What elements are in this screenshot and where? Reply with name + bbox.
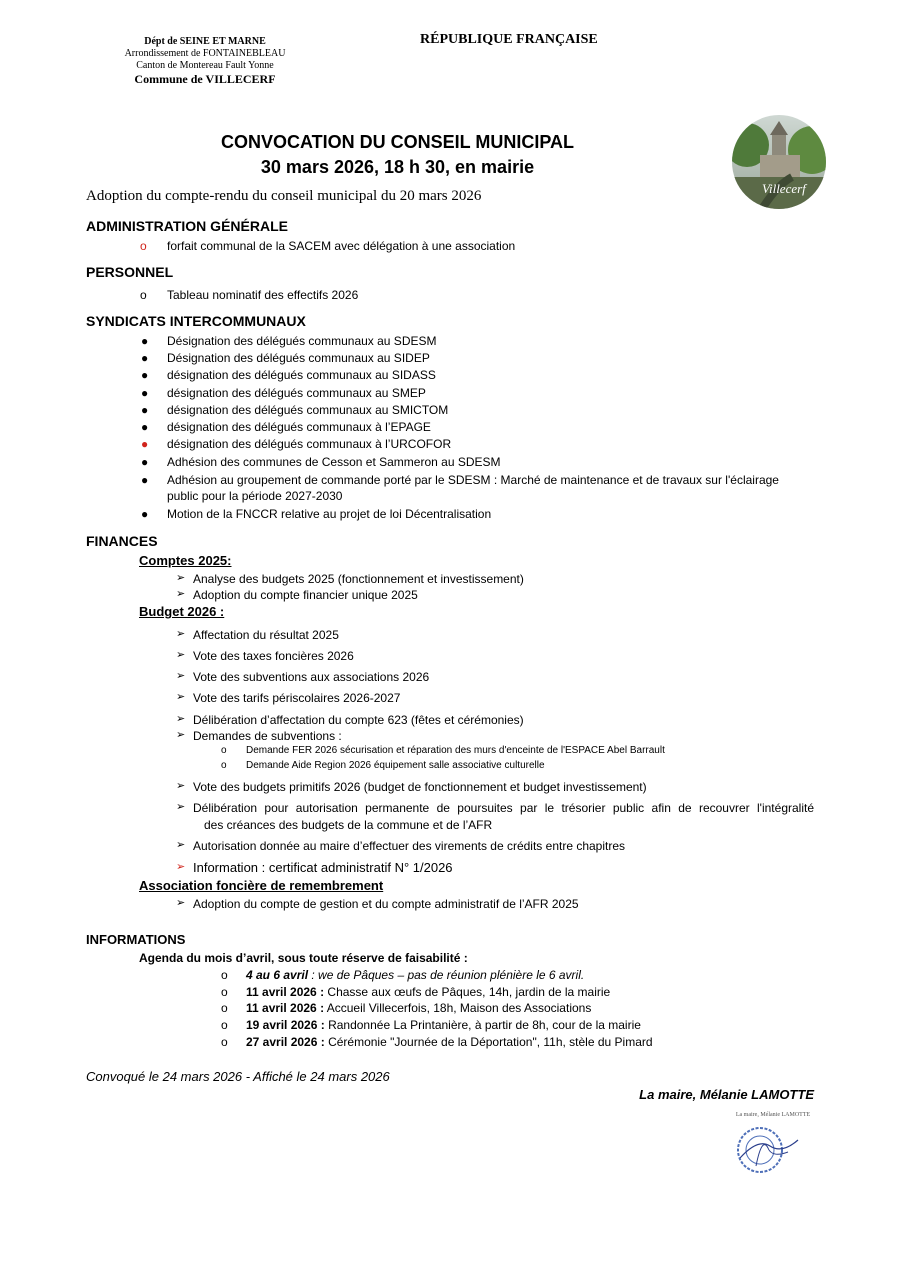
finances-heading: FINANCES	[86, 533, 158, 549]
list-item: Vote des tarifs périscolaires 2026-2027	[193, 691, 401, 705]
dot-bullet-icon: ●	[141, 386, 149, 400]
signature-stamp	[728, 1112, 818, 1182]
canton-label: Canton de Montereau Fault Yonne	[136, 60, 274, 71]
event-date: 27 avril 2026 :	[246, 1035, 325, 1049]
event-text: Randonnée La Printanière, à partir de 8h, cour de la mairie	[324, 1018, 641, 1032]
list-item: Autorisation donnée au maire d’effectuer des virements de crédits entre chapitres	[193, 839, 626, 853]
list-item: Adhésion des communes de Cesson et Sammeron au SDESM	[167, 455, 501, 469]
list-item: désignation des délégués communaux au SMICTOM	[167, 403, 449, 417]
circle-bullet-icon: o	[221, 1018, 228, 1032]
arrow-bullet-icon: ➢	[176, 897, 186, 909]
list-item-continuation: des créances des budgets de la commune et de l’AFR	[204, 818, 493, 832]
event-text: : we de Pâques – pas de réunion plénière le 6 avril.	[308, 968, 585, 982]
arrow-bullet-icon: ➢	[176, 628, 186, 640]
commune-label: Commune de VILLECERF	[134, 72, 276, 86]
arrow-bullet-icon: ➢	[176, 572, 186, 584]
village-photo	[732, 115, 826, 209]
arrow-bullet-icon: ➢	[176, 729, 186, 741]
list-item: Affectation du résultat 2025	[193, 628, 339, 642]
agenda-label: Agenda du mois d’avril, sous toute réserve de faisabilité :	[139, 951, 468, 965]
event-text: Chasse aux œufs de Pâques, 14h, jardin de la mairie	[324, 985, 611, 999]
circle-bullet-icon: o	[221, 1001, 228, 1015]
dot-bullet-icon: ●	[141, 437, 149, 451]
dot-bullet-icon: ●	[141, 455, 149, 469]
list-item: désignation des délégués communaux au SIDASS	[167, 368, 436, 382]
event-text: Accueil Villecerfois, 18h, Maison des Associations	[324, 1001, 592, 1015]
event-item	[246, 967, 584, 983]
admin-item: forfait communal de la SACEM avec délégation à une association	[167, 239, 516, 253]
event-text: Cérémonie "Journée de la Déportation", 11h, stèle du Pimard	[324, 1035, 653, 1049]
circle-bullet-icon: o	[221, 1035, 228, 1049]
circle-bullet-icon: o	[221, 760, 227, 771]
dot-bullet-icon: ●	[141, 334, 149, 348]
dot-bullet-icon: ●	[141, 351, 149, 365]
commune-header	[95, 36, 315, 85]
event-item	[246, 1000, 591, 1016]
circle-bullet-icon: o	[140, 288, 147, 302]
list-item: Motion de la FNCCR relative au projet de loi Décentralisation	[167, 507, 492, 521]
list-item: désignation des délégués communaux au SMEP	[167, 386, 426, 400]
page-title	[170, 130, 625, 180]
adoption-line: Adoption du compte-rendu du conseil municipal du 20 mars 2026	[86, 188, 482, 204]
list-item: Désignation des délégués communaux au SIDEP	[167, 351, 430, 365]
list-item-continuation: public pour la période 2027-2030	[167, 489, 343, 503]
arrow-bullet-icon: ➢	[176, 713, 186, 725]
list-item: Adoption du compte de gestion et du compte administratif de l’AFR 2025	[193, 897, 579, 911]
circle-bullet-icon: o	[221, 985, 228, 999]
list-item: Vote des taxes foncières 2026	[193, 649, 354, 663]
event-item	[246, 984, 610, 1000]
event-date: 11 avril 2026 :	[246, 985, 325, 999]
dot-bullet-icon: ●	[141, 473, 149, 487]
list-item: Adhésion au groupement de commande porté par le SDESM : Marché de maintenance et de travaux sur l'éclairage	[167, 473, 779, 487]
list-item: désignation des délégués communaux à l’EPAGE	[167, 420, 431, 434]
dot-bullet-icon: ●	[141, 507, 149, 521]
stamp-label: La maire, Mélanie LAMOTTE	[735, 1112, 811, 1118]
arrow-bullet-icon: ➢	[176, 588, 186, 600]
arrondissement-label: Arrondissement de FONTAINEBLEAU	[124, 48, 286, 59]
circle-bullet-icon: o	[140, 239, 147, 253]
signature-line: La maire, Mélanie LAMOTTE	[639, 1087, 814, 1102]
dot-bullet-icon: ●	[141, 403, 149, 417]
sub-list-item: Demande FER 2026 sécurisation et réparation des murs d'enceinte de l'ESPACE Abel Barrault	[246, 745, 665, 756]
list-item: Délibération pour autorisation permanente de poursuites par le trésorier public afin de recouvrer l'intégralité	[193, 801, 814, 815]
afr-heading: Association foncière de remembrement	[139, 878, 384, 893]
event-item	[246, 1017, 641, 1033]
stamp-seal-icon	[728, 1118, 818, 1180]
circle-bullet-icon: o	[221, 745, 227, 756]
event-date: 11 avril 2026 :	[246, 1001, 325, 1015]
title-line-1: CONVOCATION DU CONSEIL MUNICIPAL	[220, 132, 574, 152]
sub-list-item: Demande Aide Region 2026 équipement salle associative culturelle	[246, 760, 545, 771]
dot-bullet-icon: ●	[141, 368, 149, 382]
photo-caption: Villecerf	[762, 181, 806, 196]
arrow-bullet-icon: ➢	[176, 780, 186, 792]
list-item: Adoption du compte financier unique 2025	[193, 588, 418, 602]
list-item: Vote des subventions aux associations 2026	[193, 670, 430, 684]
budget-heading: Budget 2026 :	[139, 604, 225, 619]
list-item: Analyse des budgets 2025 (fonctionnement et investissement)	[193, 572, 524, 586]
dot-bullet-icon: ●	[141, 420, 149, 434]
personnel-item: Tableau nominatif des effectifs 2026	[167, 288, 359, 302]
list-item: désignation des délégués communaux à l’URCOFOR	[167, 437, 452, 451]
title-line-2: 30 mars 2026, 18 h 30, en mairie	[260, 157, 535, 177]
event-item	[246, 1034, 653, 1050]
arrow-bullet-icon: ➢	[176, 649, 186, 661]
list-item: Information : certificat administratif N° 1/2026	[193, 860, 453, 875]
arrow-bullet-icon: ➢	[176, 691, 186, 703]
arrow-bullet-icon: ➢	[176, 861, 186, 873]
circle-bullet-icon: o	[221, 968, 228, 982]
convocation-date: Convoqué le 24 mars 2026 - Affiché le 24 mars 2026	[86, 1069, 390, 1084]
event-date: 4 au 6 avril	[246, 968, 309, 982]
list-item: Délibération d’affectation du compte 623 (fêtes et cérémonies)	[193, 713, 524, 727]
republic-label: RÉPUBLIQUE FRANÇAISE	[420, 32, 598, 47]
arrow-bullet-icon: ➢	[176, 801, 186, 813]
list-item: Demandes de subventions :	[193, 729, 342, 743]
event-date: 19 avril 2026 :	[246, 1018, 325, 1032]
arrow-bullet-icon: ➢	[176, 839, 186, 851]
dept-label: Dépt de SEINE ET MARNE	[144, 36, 266, 47]
admin-heading: ADMINISTRATION GÉNÉRALE	[86, 218, 288, 234]
arrow-bullet-icon: ➢	[176, 670, 186, 682]
list-item: Vote des budgets primitifs 2026 (budget de fonctionnement et budget investissement)	[193, 780, 647, 794]
personnel-heading: PERSONNEL	[86, 264, 174, 280]
informations-heading: INFORMATIONS	[86, 932, 186, 947]
syndicats-heading: SYNDICATS INTERCOMMUNAUX	[86, 313, 306, 329]
list-item: Désignation des délégués communaux au SDESM	[167, 334, 437, 348]
comptes-heading: Comptes 2025:	[139, 553, 232, 568]
